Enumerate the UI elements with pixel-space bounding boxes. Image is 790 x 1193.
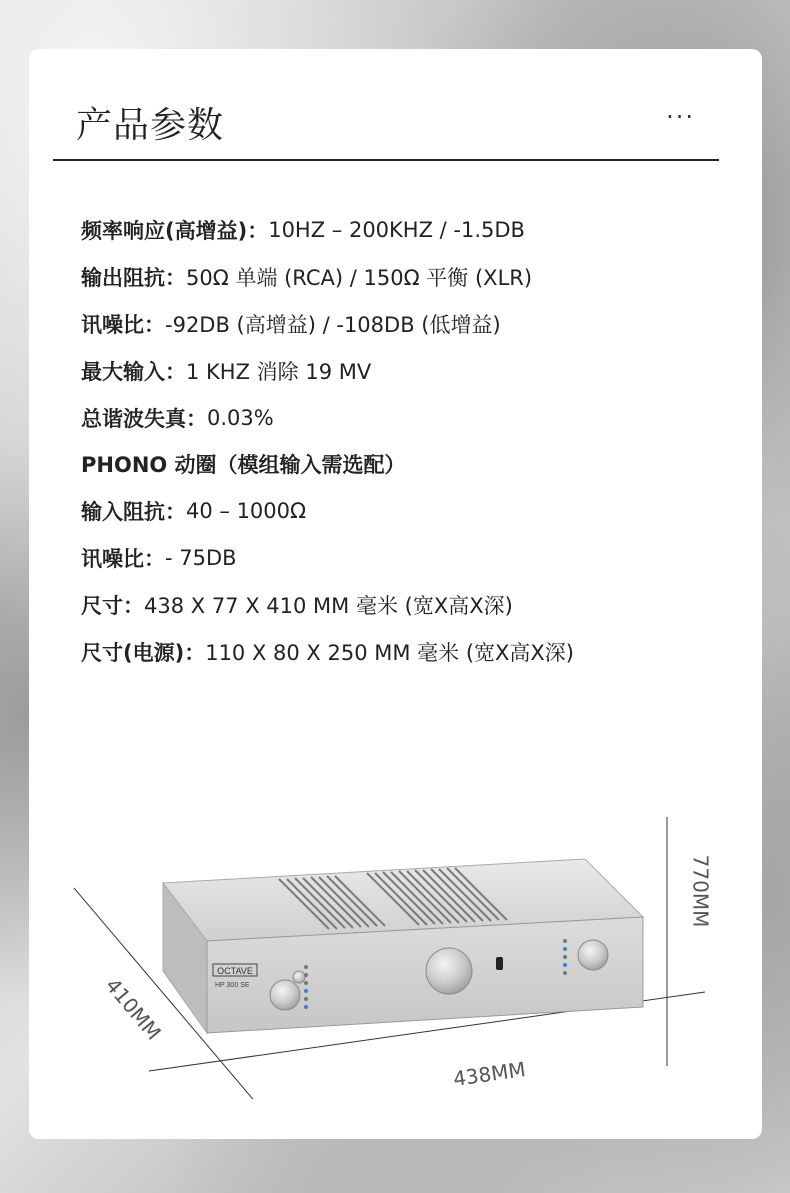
spec-label: PHONO 动圈（模组输入需选配） [81,453,406,478]
spec-label: 总谐波失真： [81,406,207,431]
spec-row [81,394,721,441]
spec-value: 1 KHZ 消除 19 MV [186,359,372,384]
spec-value: 40 – 1000Ω [186,499,307,524]
small-knob [293,971,305,983]
spec-row [81,301,721,348]
ir-window [496,957,503,970]
spec-value: 438 X 77 X 410 MM 毫米 (宽X高X深) [144,593,513,618]
spec-card [29,49,762,1139]
brand-logo: OCTAVE [217,966,253,976]
spec-row [81,254,721,301]
card-header [53,49,719,161]
spec-list [81,207,721,675]
model-label: HP 300 SE [215,982,250,989]
spec-label: 讯噪比： [81,546,165,571]
spec-value: -92DB (高增益) / -108DB (低增益) [165,312,501,337]
spec-row [81,488,721,535]
amplifier-drawing [29,749,762,1099]
spec-label: 讯噪比： [81,312,165,337]
spec-label: 最大输入： [81,359,186,384]
spec-row [81,628,721,675]
input-knob [578,940,608,970]
spec-row [81,535,721,582]
spec-value: 50Ω 单端 (RCA) / 150Ω 平衡 (XLR) [186,266,533,291]
width-label: 438MM [451,1057,528,1091]
gain-knob [270,980,300,1010]
spec-value: - 75DB [165,545,237,570]
more-menu-icon[interactable]: ··· [666,103,695,131]
spec-label: 频率响应(高增益)： [81,219,269,244]
spec-label: 尺寸： [81,593,144,618]
spec-label: 尺寸(电源)： [81,640,206,665]
spec-row [81,581,721,628]
spec-label: 输入阻抗： [81,500,186,525]
page-title: 产品参数 [76,105,225,146]
spec-row [81,207,721,254]
volume-knob [426,948,472,994]
depth-label: 410MM [100,973,166,1045]
spec-row [81,347,721,394]
spec-label: 输出阻抗： [81,266,186,291]
spec-value: 110 X 80 X 250 MM 毫米 (宽X高X深) [205,640,574,665]
spec-value: 0.03% [207,405,274,430]
spec-row [81,441,721,488]
product-figure [29,749,762,1099]
height-label: 770MM [688,854,713,928]
spec-value: 10HZ – 200KHZ / -1.5DB [268,218,525,243]
